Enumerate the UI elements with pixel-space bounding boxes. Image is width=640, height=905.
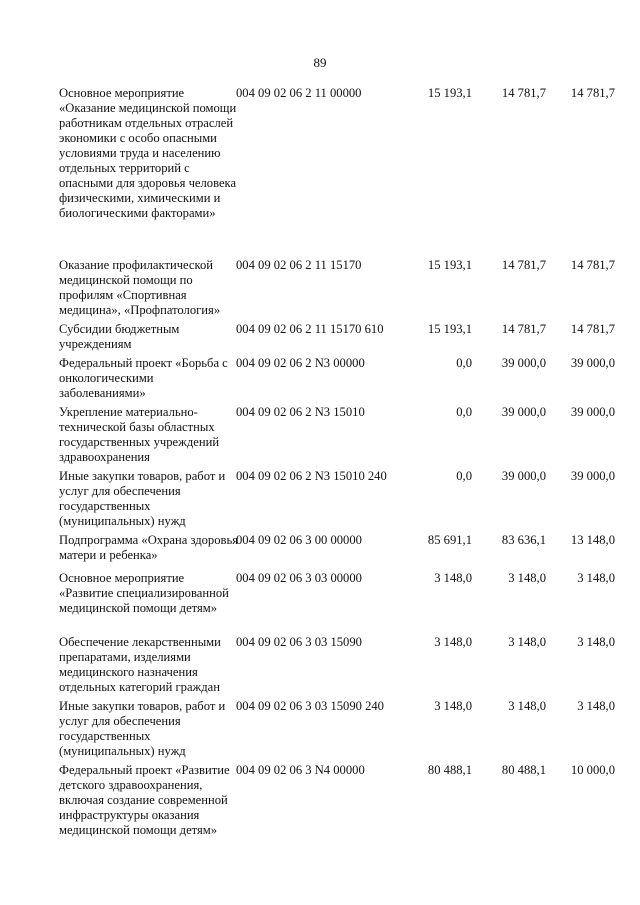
row-value-3: 14 781,7	[570, 258, 615, 272]
row-value-3: 3 148,0	[577, 635, 615, 649]
row-name: Иные закупки товаров, работ и услуг для обеспечения государственных (муниципальных) нужд	[59, 699, 226, 758]
row-value-2: 3 148,0	[508, 699, 546, 713]
row-value-3: 3 148,0	[577, 699, 615, 713]
row-name: Укрепление материально-технической базы областных государственных учреждений здравоохранения	[59, 405, 220, 464]
table-row	[0, 571, 640, 635]
row-value-2: 14 781,7	[501, 86, 546, 100]
row-value-3: 10 000,0	[570, 763, 615, 777]
row-code: 004 09 02 06 2 N3 00000	[236, 356, 365, 370]
table-row	[0, 405, 640, 469]
row-value-2: 3 148,0	[508, 635, 546, 649]
table-row	[0, 699, 640, 763]
row-name: Федеральный проект «Борьба с онкологическими заболеваниями»	[59, 356, 228, 400]
row-code: 004 09 02 06 3 N4 00000	[236, 763, 365, 777]
row-value-1: 3 148,0	[434, 699, 472, 713]
table-row	[0, 86, 640, 258]
row-value-2: 14 781,7	[501, 258, 546, 272]
row-name: Подпрограмма «Охрана здоровья матери и ребенка»	[59, 533, 238, 562]
row-code: 004 09 02 06 2 N3 15010 240	[236, 469, 387, 483]
row-name: Обеспечение лекарственными препаратами, изделиями медицинского назначения отдельных категорий граждан	[59, 635, 221, 694]
budget-table	[0, 86, 640, 855]
row-code: 004 09 02 06 2 11 15170	[236, 258, 362, 272]
row-value-3: 39 000,0	[570, 356, 615, 370]
row-value-2: 80 488,1	[501, 763, 546, 777]
row-name: Субсидии бюджетным учреждениям	[59, 322, 180, 351]
table-row	[0, 322, 640, 356]
row-value-1: 85 691,1	[427, 533, 472, 547]
row-code: 004 09 02 06 2 N3 15010	[236, 405, 365, 419]
row-value-2: 14 781,7	[501, 322, 546, 336]
table-row	[0, 533, 640, 571]
row-value-3: 13 148,0	[570, 533, 615, 547]
row-name: Основное мероприятие «Развитие специализированной медицинской помощи детям»	[59, 571, 229, 615]
row-value-1: 0,0	[456, 405, 472, 419]
row-value-1: 15 193,1	[427, 86, 472, 100]
row-name: Федеральный проект «Развитие детского здравоохранения, включая создание современной инфраструктуры оказания медицинской помощи детям»	[59, 763, 230, 837]
row-value-1: 15 193,1	[427, 322, 472, 336]
row-value-2: 39 000,0	[501, 469, 546, 483]
table-row	[0, 635, 640, 699]
row-value-1: 3 148,0	[434, 571, 472, 585]
row-code: 004 09 02 06 3 03 15090	[236, 635, 362, 649]
row-code: 004 09 02 06 3 03 15090 240	[236, 699, 384, 713]
row-value-1: 80 488,1	[427, 763, 472, 777]
row-code: 004 09 02 06 2 11 00000	[236, 86, 362, 100]
row-value-1: 3 148,0	[434, 635, 472, 649]
row-code: 004 09 02 06 3 00 00000	[236, 533, 362, 547]
row-name: Основное мероприятие «Оказание медицинской помощи работникам отдельных отраслей экономики с особо опасными условиями труда и населению отдельных территорий с опасными для здоровья человека физическими, химическими и биологическими факторами»	[59, 86, 237, 220]
row-value-2: 39 000,0	[501, 356, 546, 370]
row-value-2: 39 000,0	[501, 405, 546, 419]
table-row	[0, 258, 640, 322]
row-value-2: 3 148,0	[508, 571, 546, 585]
page-number: 89	[313, 55, 327, 70]
table-row	[0, 356, 640, 405]
row-code: 004 09 02 06 3 03 00000	[236, 571, 362, 585]
row-value-3: 39 000,0	[570, 405, 615, 419]
row-value-1: 0,0	[456, 356, 472, 370]
table-row	[0, 763, 640, 855]
row-value-3: 14 781,7	[570, 86, 615, 100]
row-code: 004 09 02 06 2 11 15170 610	[236, 322, 384, 336]
row-value-1: 0,0	[456, 469, 472, 483]
row-name: Оказание профилактической медицинской помощи по профилям «Спортивная медицина», «Профпатология»	[59, 258, 221, 317]
row-value-3: 3 148,0	[577, 571, 615, 585]
row-value-3: 39 000,0	[570, 469, 615, 483]
row-name: Иные закупки товаров, работ и услуг для обеспечения государственных (муниципальных) нужд	[59, 469, 226, 528]
table-row	[0, 469, 640, 533]
row-value-2: 83 636,1	[501, 533, 546, 547]
row-value-3: 14 781,7	[570, 322, 615, 336]
row-value-1: 15 193,1	[427, 258, 472, 272]
